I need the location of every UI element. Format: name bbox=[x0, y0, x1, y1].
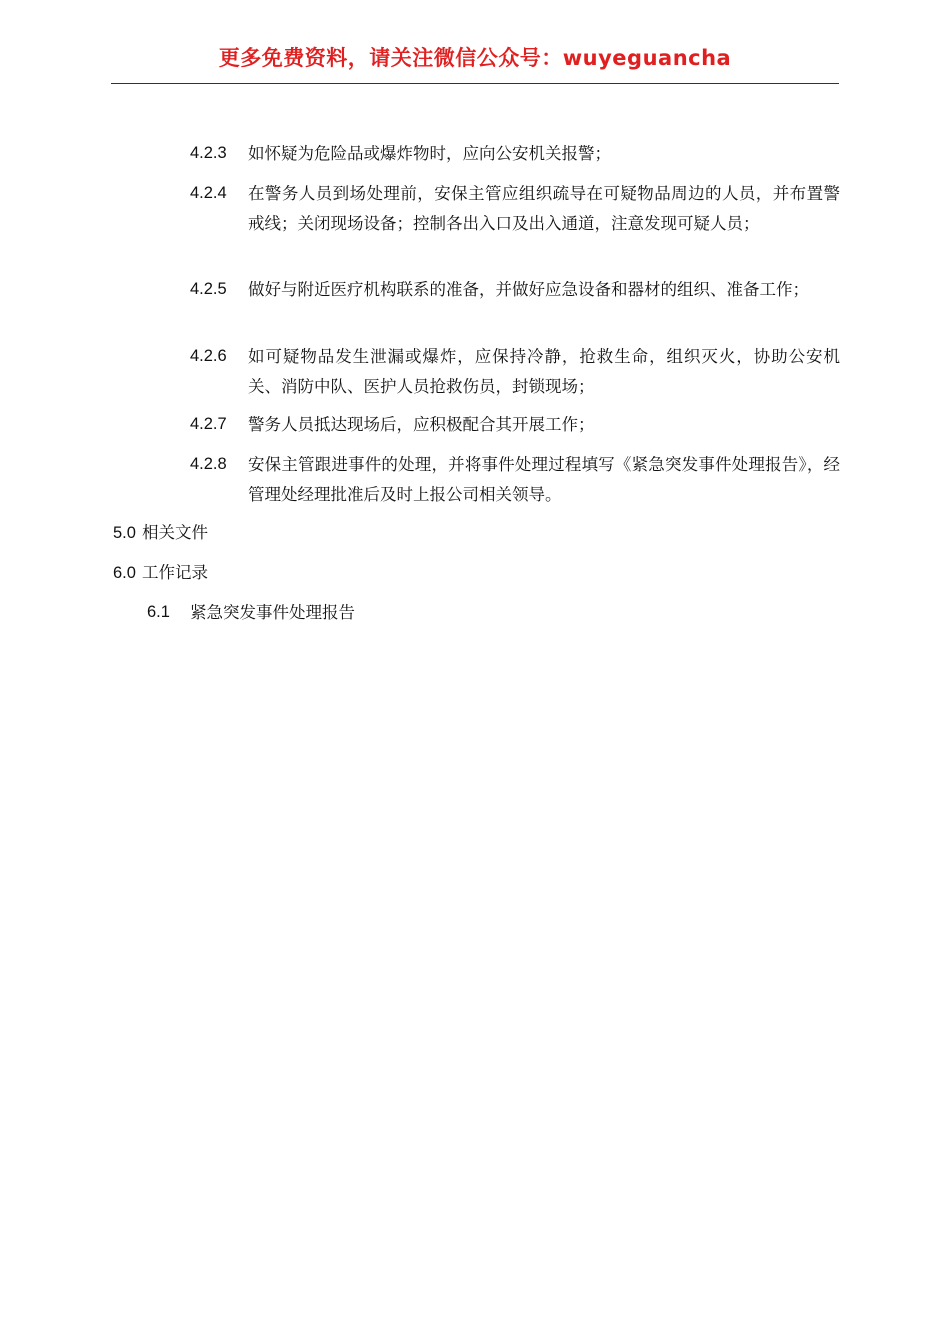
item-number: 4.2.3 bbox=[190, 144, 227, 162]
section-title: 相关文件 bbox=[141, 523, 208, 542]
item-number: 4.2.8 bbox=[190, 455, 227, 473]
section-title: 工作记录 bbox=[141, 563, 208, 582]
item-text: 做好与附近医疗机构联系的准备，并做好应急设备和器材的组织、准备工作； bbox=[248, 280, 809, 299]
section-heading bbox=[113, 518, 208, 549]
item-text: 警务人员抵达现场后，应积极配合其开展工作； bbox=[248, 415, 595, 434]
header-title: 更多免费资料，请关注微信公众号：wuyeguancha bbox=[218, 46, 732, 70]
item-number: 4.2.6 bbox=[190, 347, 227, 365]
header-divider bbox=[111, 83, 839, 84]
record-number: 6.1 bbox=[147, 603, 170, 621]
section-number: 6.0 bbox=[113, 564, 136, 582]
section-number: 5.0 bbox=[113, 524, 136, 542]
item-text: 如可疑物品发生泄漏或爆炸，应保持冷静，抢救生命，组织灭火，协助公安机关、消防中队、医护人员抢救伤员，封锁现场； bbox=[248, 347, 840, 396]
record-title: 紧急突发事件处理报告 bbox=[190, 603, 355, 622]
section-heading bbox=[113, 558, 208, 589]
item-text: 在警务人员到场处理前，安保主管应组织疏导在可疑物品周边的人员，并布置警戒线；关闭现场设备；控制各出入口及出入通道，注意发现可疑人员； bbox=[248, 184, 840, 233]
item-number: 4.2.7 bbox=[190, 415, 227, 433]
item-number: 4.2.5 bbox=[190, 280, 227, 298]
item-text: 安保主管跟进事件的处理，并将事件处理过程填写《紧急突发事件处理报告》，经管理处经理批准后及时上报公司相关领导。 bbox=[248, 455, 840, 504]
item-number: 4.2.4 bbox=[190, 184, 227, 202]
item-text: 如怀疑为危险品或爆炸物时，应向公安机关报警； bbox=[248, 144, 611, 163]
